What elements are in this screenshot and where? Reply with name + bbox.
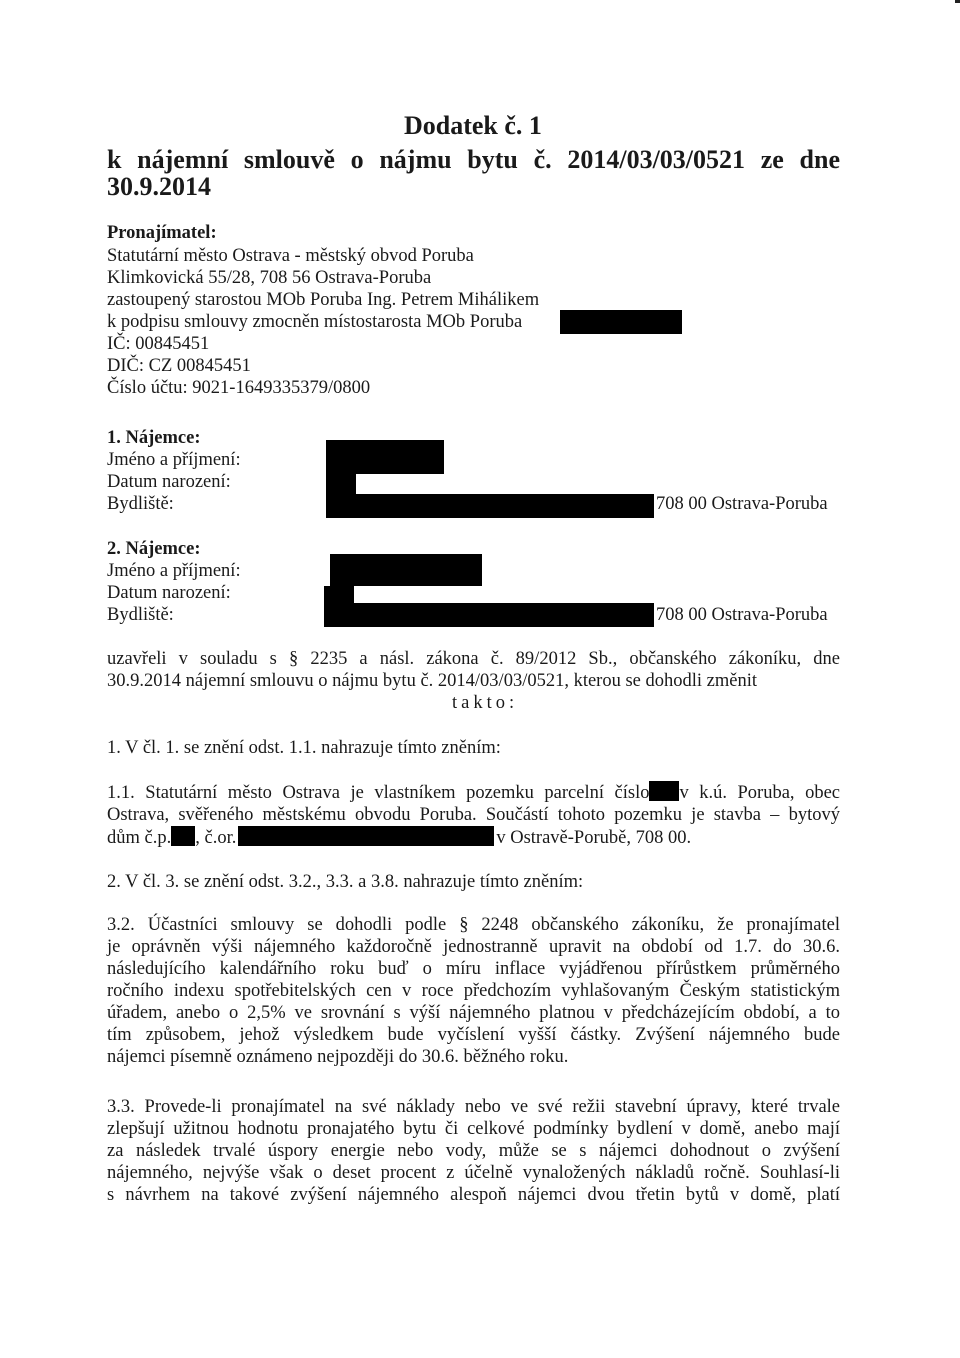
tenant1-heading: 1. Nájemce: [107, 428, 201, 448]
clause-1-1 [107, 781, 840, 849]
landlord-heading: Pronajímatel: [107, 223, 217, 243]
clause-3-3 [107, 1096, 840, 1206]
landlord-line: zastoupený starostou MOb Poruba Ing. Petrem Mihálikem [107, 290, 540, 310]
landlord-ic: IČ: 00845451 [107, 334, 210, 354]
clause-text: v k.ú. Poruba, obec [679, 783, 840, 803]
tenant2-address-label: Bydliště: [107, 605, 174, 625]
landlord-line: Klimkovická 55/28, 708 56 Ostrava-Poruba [107, 268, 432, 288]
clause-line: Ostrava, svěřeného městskému obvodu Poruba. Součástí tohoto pozemku je stavba – bytový [107, 805, 840, 825]
intro-line: 30.9.2014 nájemní smlouvu o nájmu bytu č. 2014/03/03/0521, kterou se dohodli změnit [107, 671, 758, 691]
clause-line: tím způsobem, jehož výsledkem bude vyčíslení vyšší částky. Zvýšení nájemného bude [107, 1025, 840, 1045]
landlord-line: Statutární město Ostrava - městský obvod Poruba [107, 246, 474, 266]
tenant2-heading: 2. Nájemce: [107, 539, 201, 559]
redaction-block [560, 310, 682, 334]
change2-heading: 2. V čl. 3. se znění odst. 3.2., 3.3. a 3.8. nahrazuje tímto zněním: [107, 872, 584, 892]
redaction-block [171, 826, 195, 846]
clause-line [107, 826, 840, 849]
clause-line: zlepšují užitnou hodnotu pronajatého bytu či celkové podmínky bydlení v domě, anebo mají [107, 1119, 840, 1139]
tenant2-address-city: 708 00 Ostrava-Poruba [656, 605, 828, 625]
intro-paragraph [107, 648, 840, 692]
landlord-account: Číslo účtu: 9021-1649335379/0800 [107, 378, 371, 398]
redaction-block [649, 781, 679, 801]
subtitle-date: 30.9.2014 [107, 172, 211, 201]
clause-line: za následek trvalé úspory energie nebo vody, může se s nájemci dohodnout o zvýšení [107, 1141, 840, 1161]
clause-text: 1.1. Statutární město Ostrava je vlastníkem pozemku parcelní číslo [107, 783, 650, 803]
clause-line: je oprávněn výši nájemného každoročně jednostranně upravit na období od 1.7. do 30.6. [107, 937, 840, 957]
redaction-block [330, 554, 482, 586]
clause-line: nájemci písemně oznámeno nejpozději do 30.6. běžného roku. [107, 1047, 569, 1067]
clause-text: dům č.p. [107, 828, 172, 848]
clause-line: 3.3. Provede-li pronajímatel na své náklady nebo ve své režii stavební úpravy, které trvale [107, 1097, 840, 1117]
landlord-dic: DIČ: CZ 00845451 [107, 356, 251, 376]
clause-line: úřadem, anebo o 2,5% ve srovnání s výší nájemného platnou v předcházejícím období, a to [107, 1003, 840, 1023]
tenant2-birth-label: Datum narození: [107, 583, 231, 603]
tenant1-address-city: 708 00 Ostrava-Poruba [656, 494, 828, 514]
tenant1-address-label: Bydliště: [107, 494, 174, 514]
clause-line: následujícího kalendářního roku buď o míru inflace vyjádřenou přírůstkem průměrného [107, 959, 840, 979]
redaction-block [324, 603, 654, 627]
document-subtitle [107, 145, 840, 175]
redaction-block [326, 494, 654, 518]
clause-line: s návrhem na takové zvýšení nájemného alespoň nájemci dvou třetin bytů v domě, platí [107, 1185, 840, 1205]
clause-line: 3.2. Účastníci smlouvy se dohodli podle § 2248 občanského zákoníku, že pronajímatel [107, 915, 840, 935]
clause-line: ročního indexu spotřebitelských cen v roce předchozím vyhlašovaným Českým statistickým [107, 981, 840, 1001]
subtitle-line: k nájemní smlouvě o nájmu bytu č. 2014/03/03/0521 ze dne [107, 145, 840, 174]
landlord-line: k podpisu smlouvy zmocněn místostarosta MOb Poruba [107, 312, 523, 332]
clause-line: nájemného, nejvýše však o deset procent z účelně vynaložených nákladů ročně. Souhlasí-li [107, 1163, 840, 1183]
clause-line [107, 781, 840, 804]
document-title: Dodatek č. 1 [404, 111, 542, 140]
takto-label: takto: [452, 693, 519, 713]
tenant1-name-label: Jméno a příjmení: [107, 450, 241, 470]
tenant1-birth-label: Datum narození: [107, 472, 231, 492]
scan-mark [955, 0, 960, 3]
tenant2-name-label: Jméno a příjmení: [107, 561, 241, 581]
clause-3-2 [107, 914, 840, 1068]
clause-text: v Ostravě-Porubě, 708 00. [496, 828, 692, 848]
redaction-block [238, 826, 494, 846]
clause-text: , č.or. [195, 828, 237, 848]
change1-heading: 1. V čl. 1. se znění odst. 1.1. nahrazuje tímto zněním: [107, 738, 501, 758]
redaction-block [326, 440, 444, 474]
intro-line: uzavřeli v souladu s § 2235 a násl. zákona č. 89/2012 Sb., občanského zákoníku, dne [107, 649, 840, 669]
